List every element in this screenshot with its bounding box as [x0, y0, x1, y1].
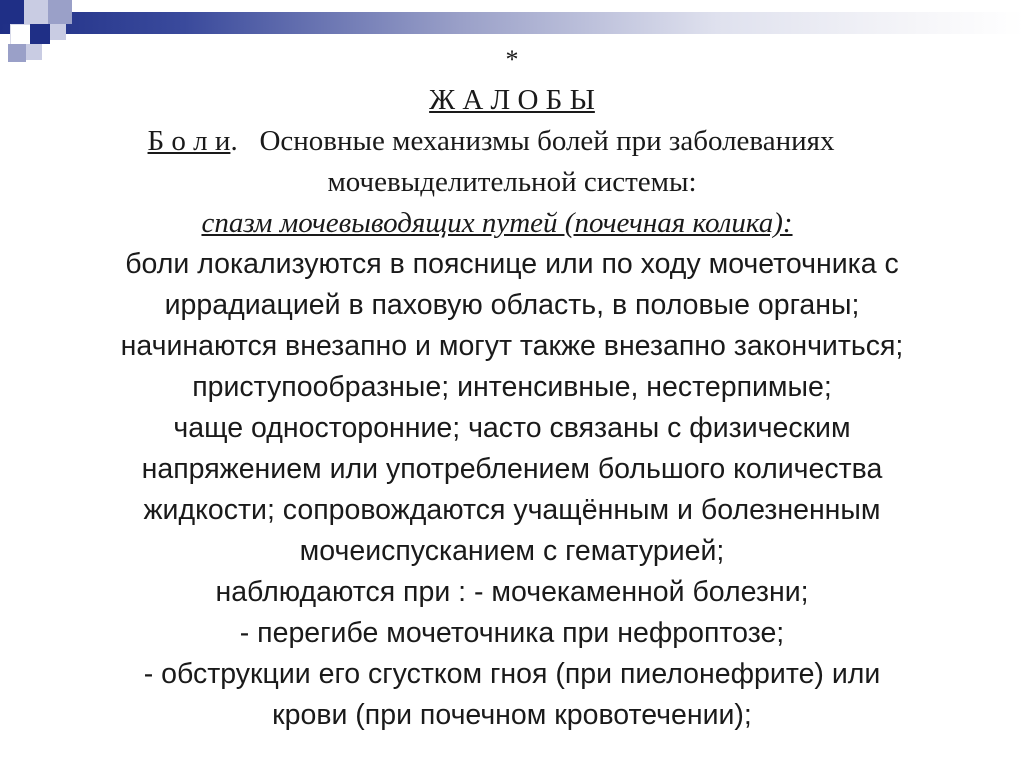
body-line: мочеиспусканием с гематурией;: [299, 535, 725, 567]
deco-square-2: [24, 0, 48, 24]
deco-square-3: [48, 0, 72, 24]
star-mark: *: [505, 45, 519, 74]
body-line: начинаются внезапно и могут также внезапно закончиться;: [120, 330, 904, 362]
slide-content: [0, 42, 1024, 736]
slide-heading: Ж А Л О Б Ы: [429, 84, 595, 116]
subheading-line: [0, 203, 1024, 244]
deco-square-5: [30, 24, 50, 44]
intro-text: Основные механизмы болей при заболеваниях: [259, 125, 835, 157]
intro-label: Б о л и: [147, 125, 231, 157]
body-line: боли локализуются в пояснице или по ходу мочеточника с: [125, 248, 899, 280]
body-line: чаще односторонние; часто связаны с физическим: [173, 412, 851, 444]
deco-square-6: [50, 24, 66, 40]
body-line: наблюдаются при : - мочекаменной болезни;: [215, 576, 809, 608]
heading-line: [0, 80, 1024, 121]
subheading: спазм мочевыводящих путей (почечная колика):: [201, 207, 793, 239]
body-line: приступообразные; интенсивные, нестерпимые;: [192, 371, 832, 403]
body-line: - обструкции его сгустком гноя (при пиелонефрите) или: [143, 658, 881, 690]
intro-line: [0, 121, 1024, 162]
deco-square-1: [0, 0, 24, 24]
body-line: - перегибе мочеточника при нефроптозе;: [239, 617, 785, 649]
body-line: крови (при почечном кровотечении);: [272, 699, 752, 731]
intro-dot: .: [230, 125, 238, 157]
body-line: иррадиацией в паховую область, в половые органы;: [164, 289, 860, 321]
intro-line-2: мочевыделительной системы:: [327, 166, 697, 198]
header-gradient-bar: [0, 12, 1024, 34]
body-line: напряжением или употреблением большого количества: [141, 453, 883, 485]
body-line: жидкости; сопровождаются учащённым и болезненным: [143, 494, 881, 526]
